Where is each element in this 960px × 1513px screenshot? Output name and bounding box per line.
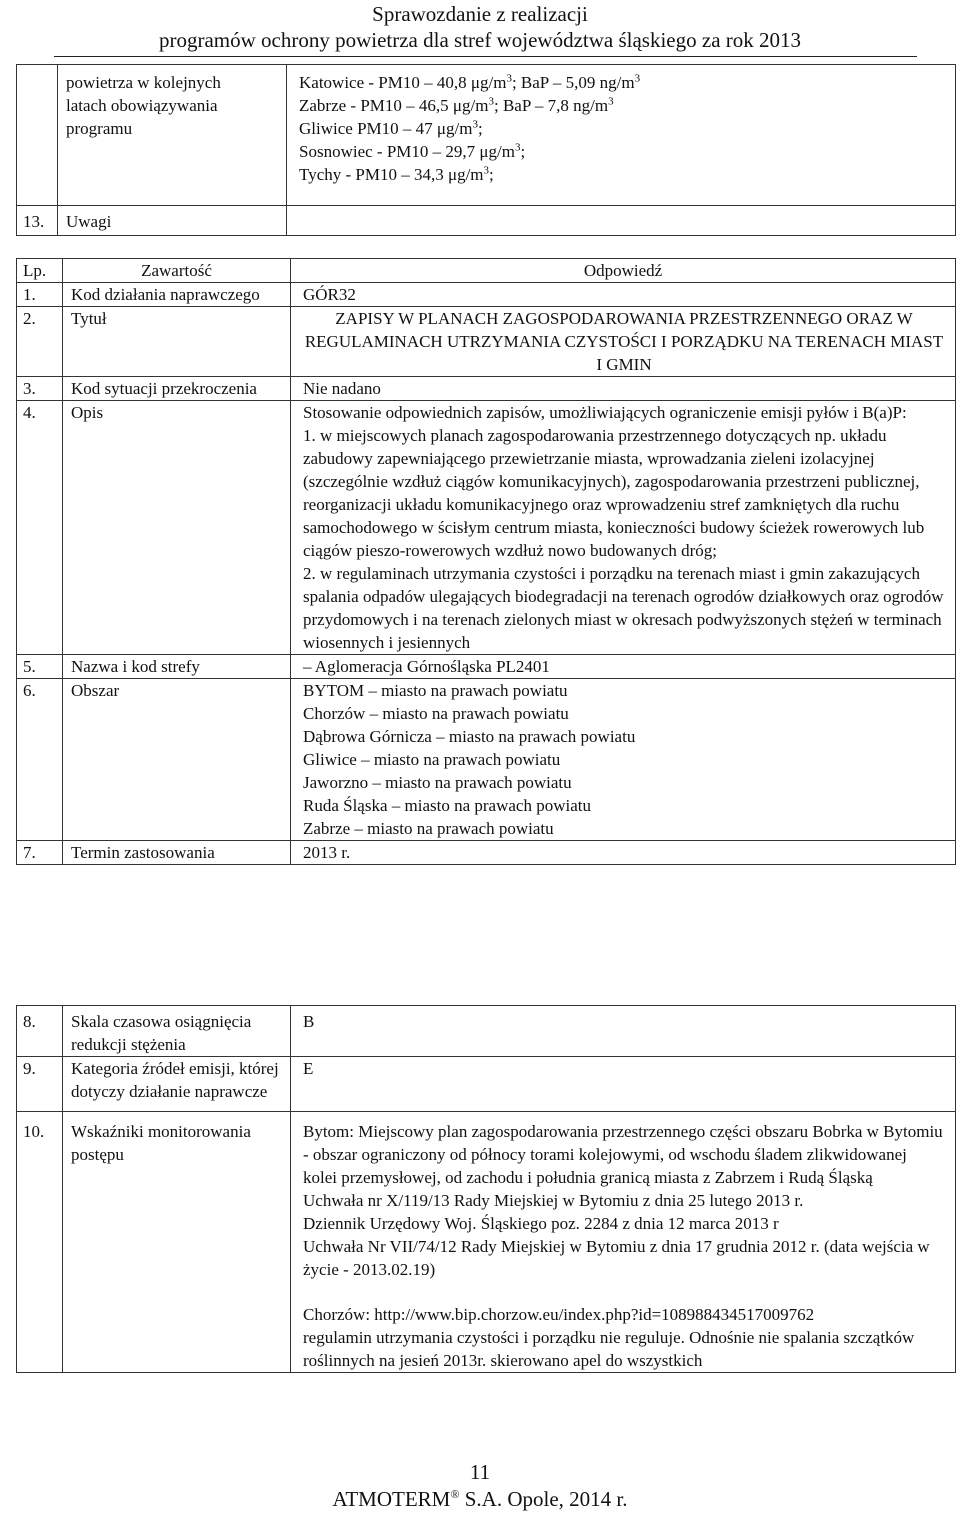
table-row [17,206,956,236]
row-label: Skala czasowa osiągnięcia redukcji stężenia [63,1006,291,1057]
cell-no [17,65,58,206]
header-subtitle: programów ochrony powietrza dla stref województwa śląskiego za rok 2013 [158,28,802,52]
header-rule [54,56,917,57]
row-number: 9. [17,1057,63,1112]
situation-code: Nie nadano [291,377,956,401]
list-item: BYTOM – miasto na prawach powiatu [303,681,568,700]
page-number: 11 [469,1460,491,1484]
description [291,401,956,655]
list-item: Gliwice – miasto na prawach powiatu [303,750,561,769]
list-item: Bytom: Miejscowy plan zagospodarowania przestrzennego części obszaru Bobrka w Bytomiu - obszar ograniczony od północy torami kolejowymi, od wschodu śladem zlikwidowanej kolei przemysłowej, od zachodu i południa granicą miasta z Zabrzem i Rudą Śląską [303,1122,943,1187]
list-item: Zabrze – miasto na prawach powiatu [303,819,554,838]
table-row [17,307,956,377]
zone-name: – Aglomeracja Górnośląska PL2401 [291,655,956,679]
row-number: 1. [17,283,63,307]
table-row [17,283,956,307]
page-header [0,0,960,53]
table-row [17,655,956,679]
row-number: 10. [17,1112,63,1373]
list-item: Uchwała nr X/119/13 Rady Miejskiej w Bytomiu z dnia 25 lutego 2013 r. [303,1191,804,1210]
row-number: 13. [17,206,58,236]
header-zawartosc: Zawartość [63,259,291,283]
table-row [17,1006,956,1057]
table-continuation [16,64,956,236]
table-row [17,65,956,206]
list-item: Ruda Śląska – miasto na prawach powiatu [303,796,591,815]
table-header-row [17,259,956,283]
value-line-1: Zabrze - PM10 – 46,5 $\mu g/m^3$; BaP – 7,8 $ng/m^3$ [299,95,614,115]
action-code: GÓR32 [291,283,956,307]
table-row [17,1112,956,1373]
row-number: 2. [17,307,63,377]
row-number: 8. [17,1006,63,1057]
action-title: ZAPISY W PLANACH ZAGOSPODAROWANIA PRZESTRZENNEGO ORAZ W REGULAMINACH UTRZYMANIA CZYSTOŚCI I PORZĄDKU NA TERENACH MIAST I GMIN [291,307,956,377]
table-row [17,377,956,401]
row-label: Kod działania naprawczego [63,283,291,307]
table-indicators [16,1005,956,1373]
row-number: 3. [17,377,63,401]
footer-company: ATMOTERM® S.A. Opole, 2014 r. [332,1487,628,1511]
term: 2013 r. [291,841,956,865]
time-scale: B [291,1006,956,1057]
row-label: Kategoria źródeł emisji, której dotyczy działanie naprawcze [63,1057,291,1112]
table-row [17,679,956,841]
header-odpowiedz: Odpowiedź [291,259,956,283]
row-number: 4. [17,401,63,655]
list-item: Chorzów – miasto na prawach powiatu [303,704,569,723]
monitoring-indicators [291,1112,956,1373]
list-item: Jaworzno – miasto na prawach powiatu [303,773,572,792]
list-item: Dziennik Urzędowy Woj. Śląskiego poz. 2284 z dnia 12 marca 2013 r [303,1214,779,1233]
table-row [17,401,956,655]
row-number: 5. [17,655,63,679]
value-line-0: Katowice - PM10 – 40,8 $\mu g/m^3$; BaP – 5,09 $ng/m^3$ [299,72,641,92]
list-item: Dąbrowa Górnicza – miasto na prawach powiatu [303,727,636,746]
list-item: Uchwała Nr VII/74/12 Rady Miejskiej w Bytomiu z dnia 17 grudnia 2012 r. (data wejścia w życie - 2013.02.19) [303,1237,930,1279]
list-item: regulamin utrzymania czystości i porządku nie reguluje. Odnośnie nie spalania szczątków roślinnych na jesień 2013r. skierowano apel do wszystkich [303,1328,915,1370]
row-label: Wskaźniki monitorowania postępu [63,1112,291,1373]
row-label: Termin zastosowania [63,841,291,865]
value-line-2: Gliwice PM10 – 47 $\mu g/m^3$; [299,118,483,138]
description-intro: Stosowanie odpowiednich zapisów, umożliwiających ograniczenie emisji pyłów i B(a)P: [303,403,907,422]
row-value [287,206,956,236]
source-category: E [291,1057,956,1112]
row-label: Nazwa i kod strefy [63,655,291,679]
row-label: powietrza w kolejnych latach obowiązywania programu [58,65,287,206]
area-list [291,679,956,841]
link-text: Chorzów: http://www.bip.chorzow.eu/index.php?id=108988434517009762 [303,1305,815,1324]
table-row [17,1057,956,1112]
row-label: Tytuł [63,307,291,377]
row-label: Obszar [63,679,291,841]
row-label: Opis [63,401,291,655]
description-point-2: 2. w regulaminach utrzymania czystości i porządku na terenach miast i gmin zakazujących spalania odpadów ulegających biodegradacji na terenach ogrodów działkowych oraz ogrodów przydomowych i na terenach zielonych miast w okresach podwyższonych stężeń w terminach wiosennych i jesiennych [303,564,944,652]
value-line-3: Sosnowiec - PM10 – 29,7 $\mu g/m^3$; [299,141,526,161]
header-lp: Lp. [17,259,63,283]
row-label: Uwagi [58,206,287,236]
table-action [16,258,956,865]
table-row [17,841,956,865]
value-line-4: Tychy - PM10 – 34,3 $\mu g/m^3$; [299,164,494,184]
row-label: Kod sytuacji przekroczenia [63,377,291,401]
description-point-1: 1. w miejscowych planach zagospodarowania przestrzennego dotyczących np. układu zabudowy zapewniającego przewietrzanie miasta, wprowadzania zieleni izolacyjnej (szczególnie wzdłuż ciągów komunikacyjnych), zagospodarowania przestrzeni publicznej, reorganizacji układu komunikacyjnego oraz wprowadzeniu stref zamkniętych dla ruchu samochodowego w ścisłym centrum miasta, konieczności budowy ścieżek rowerowych lub ciągów pieszo-rowerowych wzdłuż nowo budowanych dróg; [303,426,925,560]
header-title: Sprawozdanie z realizacji [372,2,588,26]
row-number: 7. [17,841,63,865]
row-number: 6. [17,679,63,841]
concentration-values [287,65,956,206]
registered-mark: ® [450,1487,460,1501]
